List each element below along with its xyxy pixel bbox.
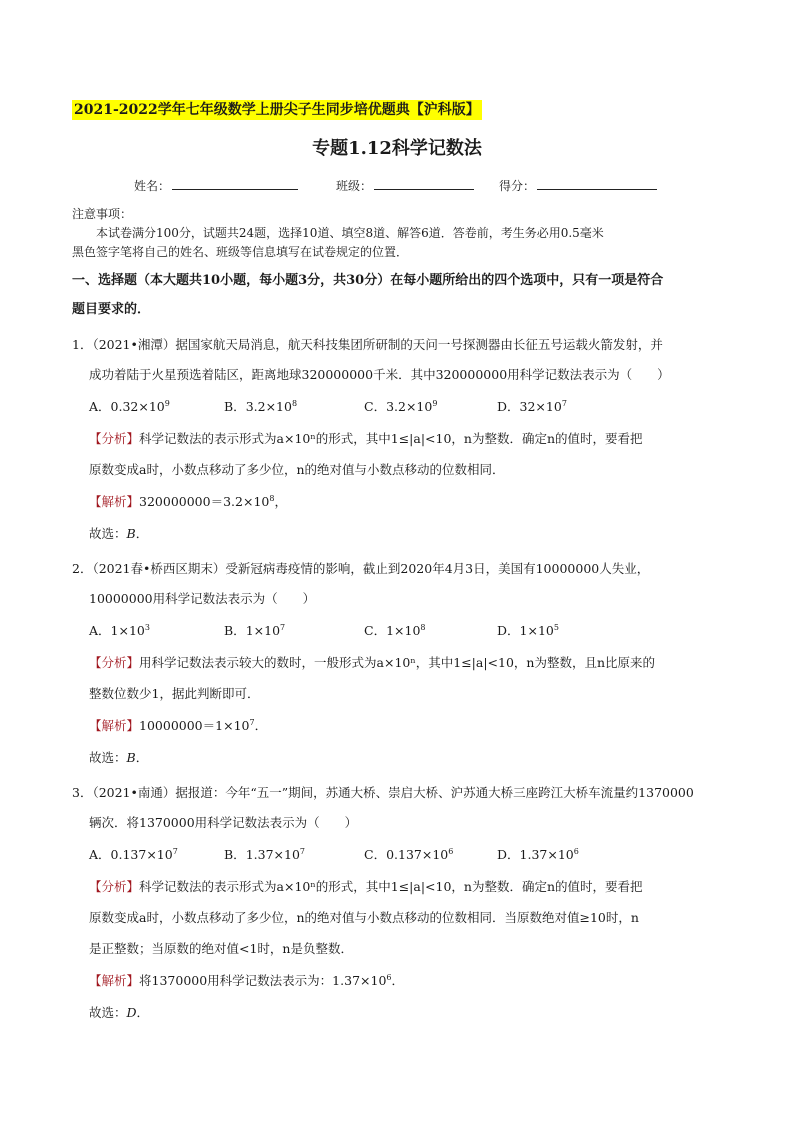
option-a: A．$1\times 10^3$ bbox=[89, 623, 150, 638]
question-stem: 1．（2021•湘潭）据国家航天局消息，航天科技集团所研制的天问一号探测器由长征五号运载火箭发射，并 bbox=[72, 337, 663, 352]
question-stem: 成功着陆于火星预选着陆区，距离地球320000000千米．其中320000000用科学记数法表示为（ ） bbox=[89, 367, 670, 382]
option-d: D．$32\times 10^7$ bbox=[497, 399, 567, 414]
name-field bbox=[134, 178, 298, 194]
solution: 【解析】将1370000用科学记数法表示为：$1.37\times 10^6$． bbox=[89, 973, 405, 988]
notice-heading: 注意事项： bbox=[72, 207, 133, 221]
option-b: B．$1.37\times 10^7$ bbox=[224, 847, 305, 862]
answer: 故选：B． bbox=[89, 526, 149, 541]
option-d: D．$1.37\times 10^6$ bbox=[497, 847, 579, 862]
analysis: 【分析】科学记数法的表示形式为a×10ⁿ的形式，其中1≤|a|<10，n为整数．确定n的值时，要看把 bbox=[89, 879, 643, 894]
score-field bbox=[499, 178, 657, 194]
page-title: 专题1.12科学记数法 bbox=[312, 138, 482, 159]
analysis: 原数变成a时，小数点移动了多少位，n的绝对值与小数点移动的位数相同． bbox=[89, 462, 505, 477]
analysis: 【分析】用科学记数法表示较大的数时，一般形式为a×10ⁿ，其中1≤|a|<10，n为整数，且n比原来的 bbox=[89, 655, 656, 670]
score-blank bbox=[537, 178, 657, 190]
option-a: A．$0.137\times 10^7$ bbox=[89, 847, 178, 862]
option-c: C．$3.2\times 10^9$ bbox=[364, 399, 438, 414]
analysis: 原数变成a时，小数点移动了多少位，n的绝对值与小数点移动的位数相同．当原数绝对值≥10时，n bbox=[89, 910, 639, 925]
question-stem: 辆次．将1370000用科学记数法表示为（ ） bbox=[89, 815, 358, 830]
answer: 故选：B． bbox=[89, 750, 149, 765]
solution: 【解析】$320000000=3.2\times 10^8$， bbox=[89, 494, 287, 509]
notice-line: 黑色签字笔将自己的姓名、班级等信息填写在试卷规定的位置． bbox=[72, 245, 409, 259]
name-label: 姓名： bbox=[134, 179, 171, 193]
analysis: 是正整数；当原数的绝对值<1时，n是负整数． bbox=[89, 941, 353, 956]
score-label: 得分： bbox=[499, 179, 536, 193]
class-label: 班级： bbox=[336, 179, 373, 193]
answer: 故选：D． bbox=[89, 1005, 150, 1020]
option-c: C．$0.137\times 10^6$ bbox=[364, 847, 454, 862]
option-d: D．$1\times 10^5$ bbox=[497, 623, 559, 638]
notice-line: 本试卷满分100分，试题共24题，选择10道、填空8道、解答6道．答卷前，考生务必用0.5毫米 bbox=[96, 226, 604, 240]
option-b: B．$1\times 10^7$ bbox=[224, 623, 286, 638]
analysis: 整数位数少1，据此判断即可． bbox=[89, 686, 260, 701]
option-a: A．$0.32\times 10^9$ bbox=[89, 399, 170, 414]
name-blank bbox=[172, 178, 298, 190]
question-stem: 10000000用科学记数法表示为（ ） bbox=[89, 591, 316, 606]
question-stem: 3．（2021•南通）据报道：今年“五一”期间，苏通大桥、崇启大桥、沪苏通大桥三座跨江大桥车流量约1370000 bbox=[72, 785, 694, 800]
question-stem: 2．（2021春•桥西区期末）受新冠病毒疫情的影响，截止到2020年4月3日，美国有10000000人失业， bbox=[72, 561, 650, 576]
option-b: B．$3.2\times 10^8$ bbox=[224, 399, 298, 414]
series-banner: 2021-2022学年七年级数学上册尖子生同步培优题典【沪科版】 bbox=[74, 102, 480, 118]
class-blank bbox=[374, 178, 474, 190]
analysis: 【分析】科学记数法的表示形式为a×10ⁿ的形式，其中1≤|a|<10，n为整数．确定n的值时，要看把 bbox=[89, 431, 643, 446]
solution: 【解析】$10000000=1\times 10^7$． bbox=[89, 718, 268, 733]
section-heading: 一、选择题（本大题共10小题，每小题3分，共30分）在每小题所给出的四个选项中，只有一项是符合 bbox=[72, 273, 664, 288]
option-c: C．$1\times 10^8$ bbox=[364, 623, 426, 638]
class-field bbox=[336, 178, 474, 194]
section-heading: 题目要求的． bbox=[72, 302, 151, 317]
